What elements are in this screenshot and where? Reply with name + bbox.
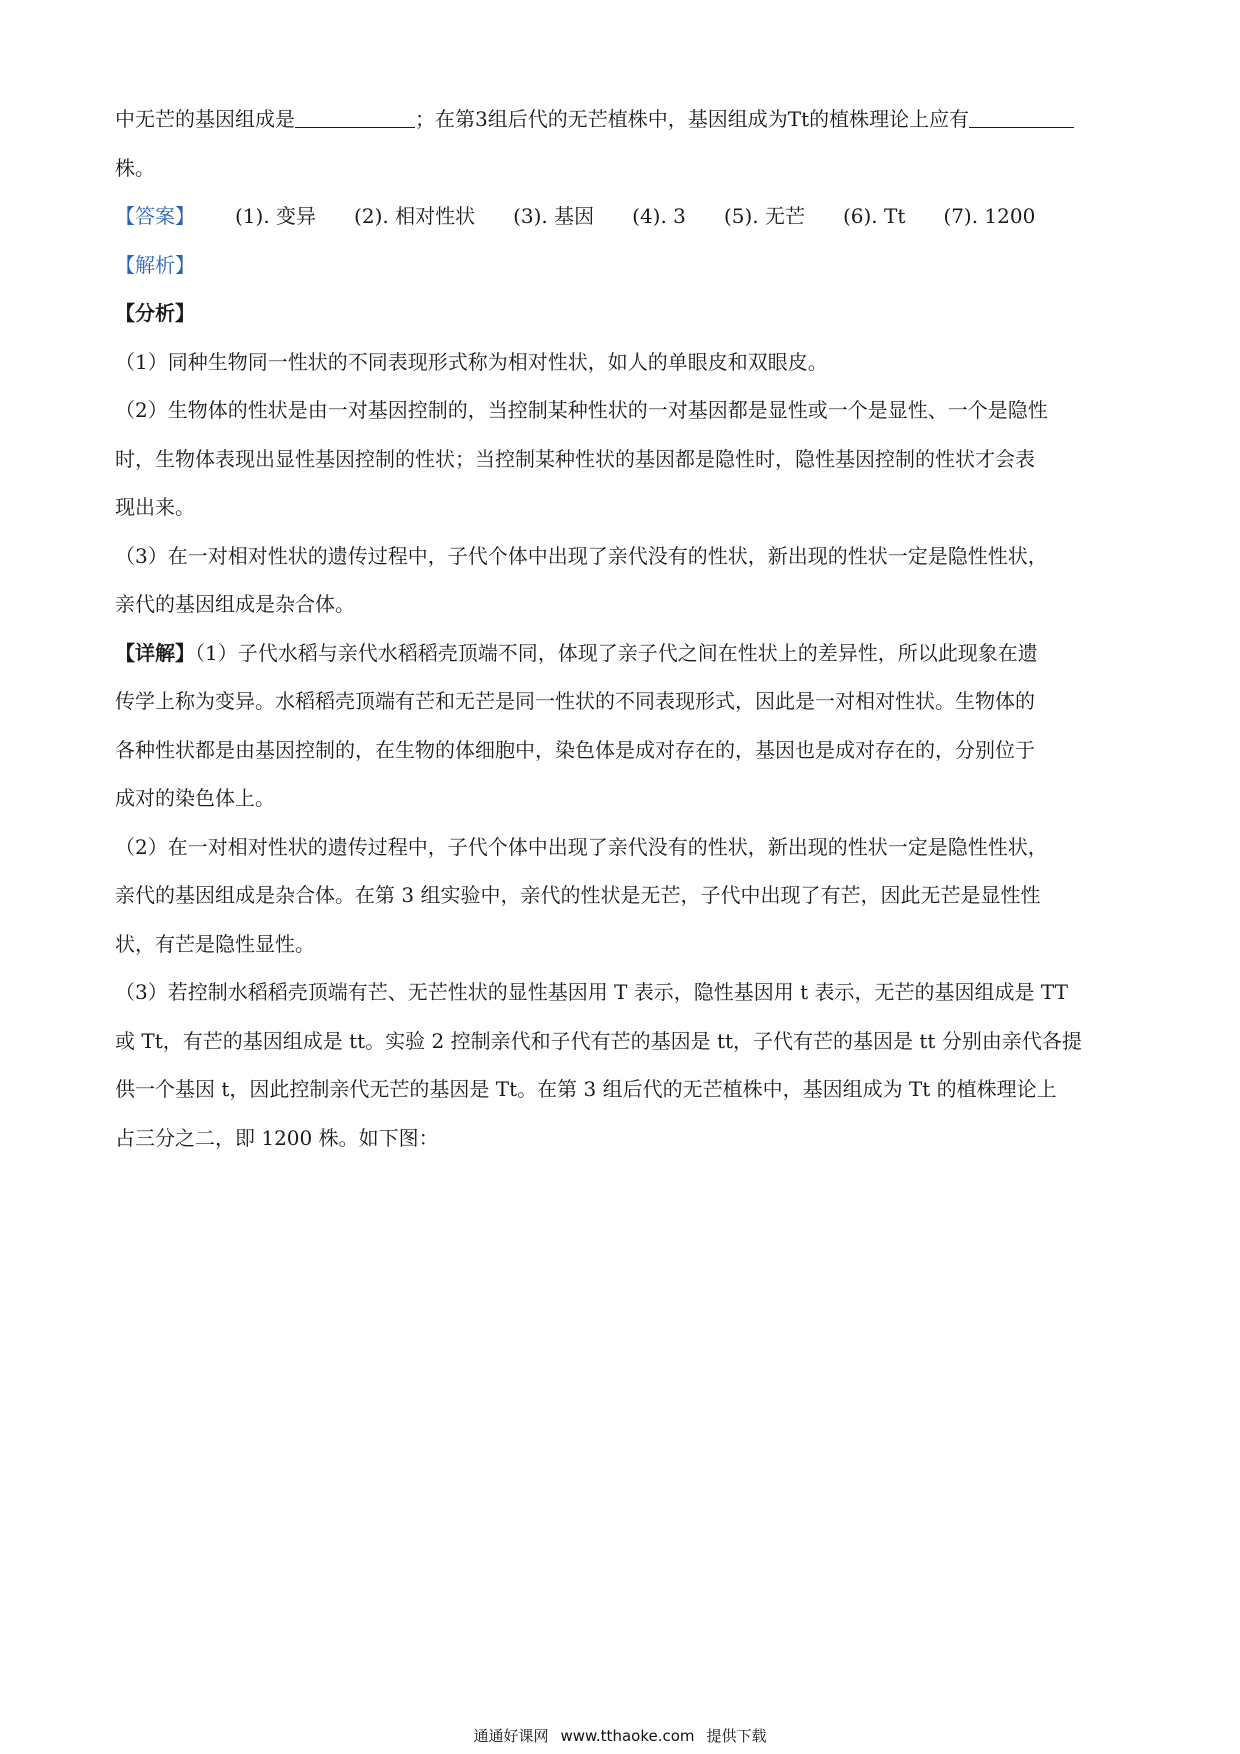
answer-item: (7). 1200 (943, 204, 1036, 228)
question-text: 株。 (115, 155, 155, 180)
answer-item: (4). 3 (632, 204, 686, 228)
answer-row (115, 192, 1130, 241)
analysis-line: （3）在一对相对性状的遗传过程中，子代个体中出现了亲代没有的性状，新出现的性状一定是隐性性状， (115, 543, 1048, 568)
detail-line (115, 629, 1130, 678)
detail-line: 占三分之二，即 1200 株。如下图： (115, 1125, 439, 1150)
detail-line: （3）若控制水稻稻壳顶端有芒、无芒性状的显性基因用 T 表示，隐性基因用 t 表示，无芒的基因组成是 TT (115, 980, 1068, 1004)
question-line-2 (115, 144, 1130, 193)
question-line-1 (115, 95, 1130, 144)
answer-item: (2). 相对性状 (354, 204, 476, 228)
explanation-tag: 【解析】 (115, 252, 195, 277)
question-text: 中无芒的基因组成是 (115, 107, 295, 131)
detail-line: 各种性状都是由基因控制的，在生物的体细胞中，染色体是成对存在的，基因也是成对存在的，分别位于 (115, 737, 1035, 762)
answer-tag: 【答案】 (115, 204, 195, 228)
answer-item: (5). 无芒 (723, 204, 805, 228)
detail-tag: 【详解】 (115, 640, 195, 665)
answer-item: (6). Tt (842, 204, 906, 228)
detail-text: （1）子代水稻与亲代水稻稻壳顶端不同，体现了亲子代之间在性状上的差异性，所以此现象在遗 (195, 640, 1038, 665)
question-text: ；在第3组后代的无芒植株中，基因组成为Tt的植株理论上应有 (415, 107, 970, 131)
detail-line: 供一个基因 t，因此控制亲代无芒的基因是 Tt。在第 3 组后代的无芒植株中，基因组成为 Tt 的植株理论上 (115, 1077, 1057, 1101)
analysis-line: 亲代的基因组成是杂合体。 (115, 592, 355, 616)
footer-download-text: 提供下载 (706, 1727, 767, 1745)
analysis-line: （1）同种生物同一性状的不同表现形式称为相对性状，如人的单眼皮和双眼皮。 (115, 349, 828, 374)
footer-site-name: 通通好课网 (473, 1727, 549, 1745)
detail-line: 或 Tt，有芒的基因组成是 tt。实验 2 控制亲代和子代有芒的基因是 tt，子代有芒的基因是 tt 分别由亲代各提 (115, 1028, 1082, 1053)
answer-item: (1). 变异 (235, 204, 317, 228)
page-footer (0, 1726, 1240, 1746)
detail-line: 成对的染色体上。 (115, 786, 275, 810)
footer-url[interactable]: www.tthaoke.com (560, 1727, 695, 1745)
document-body (115, 95, 1130, 1162)
answer-blank-2 (969, 105, 1074, 128)
detail-line: 传学上称为变异。水稻稻壳顶端有芒和无芒是同一性状的不同表现形式，因此是一对相对性状。生物体的 (115, 689, 1035, 713)
analysis-line: （2）生物体的性状是由一对基因控制的，当控制某种性状的一对基因都是显性或一个是显性、一个是隐性 (115, 398, 1048, 422)
analysis-line: 现出来。 (115, 495, 195, 519)
detail-line: 亲代的基因组成是杂合体。在第 3 组实验中，亲代的性状是无芒，子代中出现了有芒，因此无芒是显性性 (115, 883, 1041, 907)
analysis-line: 时，生物体表现出显性基因控制的性状；当控制某种性状的基因都是隐性时，隐性基因控制的性状才会表 (115, 446, 1035, 471)
answer-item: (3). 基因 (513, 204, 595, 228)
analysis-tag: 【分析】 (115, 301, 195, 325)
detail-line: 状，有芒是隐性显性。 (115, 931, 315, 956)
answer-blank-1 (295, 105, 415, 128)
detail-line: （2）在一对相对性状的遗传过程中，子代个体中出现了亲代没有的性状，新出现的性状一定是隐性性状， (115, 834, 1048, 859)
